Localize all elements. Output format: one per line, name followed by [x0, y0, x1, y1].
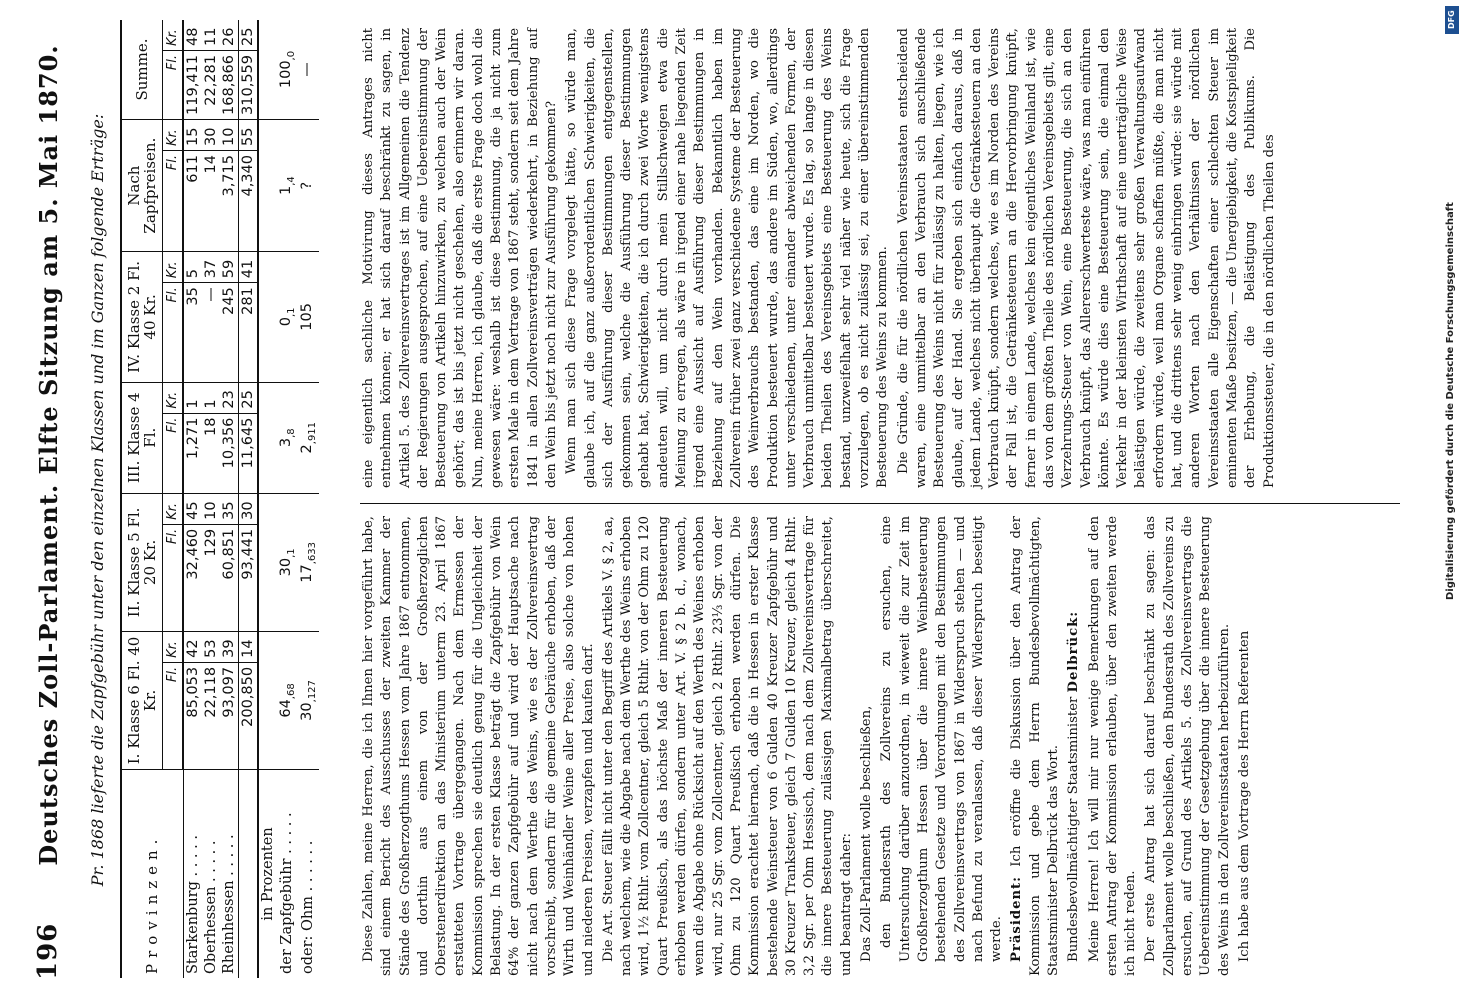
unit-fl: Fl.	[163, 413, 184, 493]
rate-table	[120, 20, 319, 978]
cell: 42	[183, 631, 202, 662]
unit-kr: Kr.	[163, 20, 184, 51]
cell: 1	[183, 382, 202, 413]
table-row	[298, 20, 319, 978]
cell: $100_{,0}$	[277, 20, 298, 120]
row-label: Oberhessen . . . . .	[203, 840, 219, 974]
row-label: Rheinhessen . . . . .	[221, 834, 237, 974]
column-divider	[360, 503, 1400, 504]
speech-text: Ich eröffne die Diskussion über den Antrag der Kommission und gebe dem Herrn Bundesbevollmächtigten, Staatsminister Delbrück das Wort.	[1009, 516, 1061, 976]
cell: 281	[239, 283, 259, 382]
provinces-header: Provinzen.	[121, 770, 183, 979]
cell: 11,645	[239, 413, 259, 493]
cell: 200,850	[239, 662, 259, 769]
nach-zapfpreisen-header: Nach Zapfpreisen.	[121, 120, 163, 252]
paragraph: eine eigentlich sachliche Motivirung dieses Antrages nicht entnehmen können; er hat sich darauf beschränkt zu sagen, in Artikel 5. des Zollvereinsvertrages ist im Allgemeinen die Tendenz der Regierungen ausgesprochen, auf eine Uebereinstimmung der Besteuerung von Artikeln hinzuwirken, zu welchen auch der Wein gehört; das ist bis jetzt nicht geschehen, also erinnern wir daran. Nun, meine Herren, ich glaube, daß die erste Frage doch wohl die gewesen wäre: weshalb ist diese Bestimmung, die ja nicht zum ersten Male in dem Vertrage von 1867 steht, sondern seit dem Jahre 1841 in allen Zollvereinsverträgen wiederkehrt, in Beziehung auf den Wein bis jetzt noch nicht zur Ausführung gekommen?	[361, 28, 559, 488]
digitization-note: Digitalisierung gefördert durch die Deutsche Forschungsgemeinschaft	[1445, 202, 1456, 600]
summe-header: Summe.	[121, 20, 163, 120]
cell: 168,866	[220, 51, 239, 120]
cell: 129	[202, 524, 220, 631]
cell: 35	[220, 493, 239, 524]
cell: 32,460	[183, 524, 202, 631]
cell	[258, 382, 277, 493]
cell: 14	[239, 631, 259, 662]
unit-kr: Kr.	[163, 493, 184, 524]
cell: 59	[220, 252, 239, 283]
cell: 11	[202, 20, 220, 51]
cell: 3,715	[220, 151, 239, 252]
left-text-column	[360, 516, 1400, 976]
cell: $17_{,633}$	[298, 493, 319, 631]
table-header-row	[121, 20, 163, 978]
unit-kr: Kr.	[163, 252, 184, 283]
cell: 23	[220, 382, 239, 413]
cell	[258, 120, 277, 252]
cell: 611	[183, 151, 202, 252]
cell: 30	[202, 120, 220, 151]
cell: 10,356	[220, 413, 239, 493]
cell: 35	[183, 283, 202, 382]
unit-kr: Kr.	[163, 382, 184, 413]
cell: 105	[298, 252, 319, 382]
cell	[258, 631, 277, 769]
speaker-name: Delbrück:	[1066, 610, 1082, 693]
unit-fl: Fl.	[163, 151, 184, 252]
class4-header: IV. Klasse 2 Fl. 40 Kr.	[121, 252, 163, 382]
row-label	[239, 770, 259, 979]
right-text-column	[360, 28, 1400, 488]
paragraph: Die Gründe, die für die nördlichen Vereinsstaaten entscheidend waren, eine unmittelbar an den Verbrauch sich anschließende Besteuerung des Weins nicht für zulässig zu halten, liegen, wie ich glaube, auf der Hand. Sie ergeben sich einfach daraus, daß in jedem Lande, welches nicht überhaupt die Getränkesteuern an den Verbrauch knüpft, sondern welches, wie es im Norden des Vereins der Fall ist, die Getränkesteuern an die Hervorbringung knüpft, ferner in einem Lande, welches kein eigentliches Weinland ist, wie das von dem größten Theile des nördlichen Vereinsgebiets gilt, eine Verzehrungs-Steuer von Wein, eine Besteuerung, die sich an den Verbrauch knüpft, das Allererschwerteste wäre, was man einführen könnte. Es würde dies eine Besteuerung sein, die einmal den Verkehr in der kleinsten Wirthschaft auf eine unerträgliche Weise belästigen würde, die zweitens sehr großen Verwaltungsaufwand erfordern würde, weil man Organe schaffen müßte, die man nicht hat, und die drittens sehr wenig einbringen würde: sie würde mit anderen Worten nach den Verhältnissen der nördlichen Vereinsstaaten alle Eigenschaften einer schlechten Steuer im eminenten Maße besitzen, — die Unergiebigkeit, die Kostspieligkeit der Erhebung, die Belästigung des Publikums. Die Produktionssteuer, die in den nördlichen Theilen des	[895, 28, 1277, 488]
cell: 4,340	[239, 151, 259, 252]
cell: 1,271	[183, 413, 202, 493]
speaker-title: Bundesbevollmächtigter Staatsminister	[1066, 696, 1082, 962]
cell: 85,053	[183, 662, 202, 769]
unit-fl: Fl.	[163, 51, 184, 120]
cell: 10	[220, 120, 239, 151]
cell: 310,559	[239, 51, 259, 120]
row-label: oder: Ohm . . . . . .	[300, 840, 317, 974]
page-number: 196	[33, 922, 63, 980]
paragraph	[1065, 516, 1083, 976]
cell: 48	[183, 20, 202, 51]
table-total-row	[239, 20, 259, 978]
cell: $30_{,127}$	[298, 631, 319, 769]
cell: 25	[239, 20, 259, 51]
cell: $30_{,1}$	[277, 493, 298, 631]
cell: 39	[220, 631, 239, 662]
unit-fl: Fl.	[163, 283, 184, 382]
cell	[258, 20, 277, 120]
cell	[258, 252, 277, 382]
paragraph: Der erste Antrag hat sich darauf beschränkt zu sagen: das Zollparlament wolle beschließen, den Bundesrath des Zollvereins zu ersuchen, auf Grund des Artikels 5. des Zollvereinsvertrags die Uebereinstimmung der Gesetzgebung über die innere Besteuerung des Weins in den Zollvereinsstaaten herbeizuführen.	[1143, 516, 1232, 976]
cell: $64_{,68}$	[277, 631, 298, 769]
running-title: Deutsches Zoll-Parlament. Elfte Sitzung am 5. Mai 1870.	[33, 44, 63, 866]
table-row	[183, 20, 202, 978]
cell: 5	[183, 252, 202, 283]
cell: 25	[239, 382, 259, 413]
speaker-name: Präsident:	[1009, 875, 1025, 962]
unit-kr: Kr.	[163, 631, 184, 662]
class3-header: III. Klasse 4 Fl.	[121, 382, 163, 493]
unit-kr: Kr.	[163, 120, 184, 151]
cell: 22,281	[202, 51, 220, 120]
cell: 1	[202, 382, 220, 413]
paragraph: den Bundesrath des Zollvereins zu ersuchen, eine Untersuchung darüber anzuordnen, in wieweit die zur Zeit im Großherzogthum Hessen über die innere Weinbesteuerung bestehenden Gesetze und Verordnungen mit den Bestimmungen des Zollvereinsvertrags von 1867 in Widerspruch stehen — und nach Befund zu veranlassen, daß dieser Widerspruch beseitigt werde.	[879, 516, 1005, 962]
cell: 93,097	[220, 662, 239, 769]
class2-header: II. Klasse 5 Fl. 20 Kr.	[121, 493, 163, 631]
paragraph: Die Art. Steuer fällt nicht unter den Begriff des Artikels V. § 2, aa, nach welchem, wie die Abgabe nach dem Werthe des Weins erhoben wird, 1½ Rthlr. vom Zollcentner, gleich 5 Rthlr. von der Ohm zu 120 Quart Preußisch, als das höchste Maß der inneren Besteuerung erhoben werden dürfen, sondern unter Art. V. § 2 b. d., wonach, wenn die Abgabe ohne Rücksicht auf den Werth des Weines erhoben wird, nur 25 Sgr. vom Zollcentner, gleich 2 Rthlr. 23⅓ Sgr. von der Ohm zu 120 Quart Preußisch erhoben werden dürfen. Die Kommission erachtet hiernach, daß die in Hessen in erster Klasse bestehende Weinsteuer von 6 Gulden 40 Kreuzer Zapfgebühr und 30 Kreuzer Tranksteuer, gleich 7 Gulden 10 Kreuzer, gleich 4 Rthlr. 3,2 Sgr. per Ohm Hessisch, dem nach dem Zollvereinsvertrage für die innere Besteuerung zulässigen Maximalbetrag überschreitet, und beantragt daher:	[600, 516, 854, 976]
cell: 93,441	[239, 524, 259, 631]
cell: 10	[202, 493, 220, 524]
cell: $3_{,8}$	[277, 382, 298, 493]
cell: 26	[220, 20, 239, 51]
cell: 18	[202, 413, 220, 493]
cell: 55	[239, 120, 259, 151]
cell: 22,118	[202, 662, 220, 769]
table-row	[258, 20, 277, 978]
table-row	[277, 20, 298, 978]
digitization-strip	[1447, 0, 1463, 1000]
paragraph: Ich habe aus dem Vortrage des Herrn Referenten	[1236, 630, 1252, 962]
row-label: der Zapfgebühr . . . . .	[279, 812, 296, 974]
cell: 119,411	[183, 51, 202, 120]
dfg-logo-icon: DFG	[1445, 6, 1459, 34]
paragraph: Das Zoll-Parlament wolle beschließen,	[859, 705, 875, 962]
cell: $0_{,1}$	[277, 252, 298, 382]
table-row	[220, 20, 239, 978]
class1-header: I. Klasse 6 Fl. 40 Kr.	[121, 631, 163, 769]
paragraph: Diese Zahlen, meine Herren, die ich Ihnen hier vorgeführt habe, sind einem Bericht des Ausschusses der zweiten Kammer der Stände des Großherzogthums Hessen vom Jahre 1867 entnommen, und dorthin aus einem von der Großherzoglichen Oberstenerdirektion an das Ministerium unterm 23. April 1867 erstatteten Vortrage übergegangen. Nach dem Ermessen der Kommission sprechen sie deutlich genug für die Ungleichheit der Belastung. In der ersten Klasse beträgt die Zapfgebühr von Wein 64% der ganzen Zapfgebühr auf und wird der Hauptsache nach nicht nach dem Werthe des Weins, wie es der Zollvereinsvertrag vorschreibt, sondern für die gemeine Gebräuche erhoben, daß der Wirth und Weinhändler Weine aller Preise, also solche von hohen und niederen Preisen, verzapfen und kaufen darf.	[361, 516, 596, 976]
unit-fl: Fl.	[163, 524, 184, 631]
cell	[258, 493, 277, 631]
cell: 60,851	[220, 524, 239, 631]
cell: 14	[202, 151, 220, 252]
table-row	[202, 20, 220, 978]
cell: ?	[298, 120, 319, 252]
row-label: in Prozenten	[260, 827, 276, 921]
cell: 45	[183, 493, 202, 524]
cell: —	[202, 283, 220, 382]
paragraph	[1008, 516, 1063, 976]
cell: $2_{,911}$	[298, 382, 319, 493]
row-label: Starkenburg . . . . .	[184, 835, 201, 974]
cell: 245	[220, 283, 239, 382]
unit-fl: Fl.	[163, 662, 184, 769]
table-intro: Pr. 1868 lieferte die Zapfgebühr unter den einzelnen Klassen und im Ganzen folgende Erträge:	[88, 113, 107, 887]
cell: —	[298, 20, 319, 120]
cell: $1_{,4}$	[277, 120, 298, 252]
cell: 15	[183, 120, 202, 151]
cell: 30	[239, 493, 259, 524]
paragraph: Meine Herren! Ich will mir nur wenige Bemerkungen auf den ersten Antrag der Kommission erlauben, über den zweiten werde ich nicht reden.	[1086, 516, 1139, 976]
paragraph: Wenn man sich diese Frage vorgelegt hätte, so würde man, glaube ich, auf die ganz außerordentlichen Schwierigkeiten, die sich der Ausführung dieser Bestimmungen entgegenstellen, gekommen sein, welche die Ausführung dieser Bestimmungen gehabt hat, Schwierigkeiten, die ich durch zwei Worte wenigstens andeuten will, um nicht durch mein Stillschweigen etwa die Meinung zu erregen, als wäre in irgend einer nahe liegenden Zeit irgend eine Aussicht auf Ausführung dieser Bestimmungen in Beziehung auf den Wein vorhanden. Bekanntlich haben im Zollverein früher zwei ganz verschiedene Systeme der Besteuerung des Weinverbrauchs bestanden, das eine im Norden, wo die Produktion besteuert wurde, das andere im Süden, wo, allerdings unter verschiedenen, unter einander abweichenden Formen, der Verbrauch unmittelbar besteuert wurde. Es lag, so lange in diesen beiden Theilen des Vereinsgebiets eine Besteuerung des Weins bestand, unzweifelhaft sehr viel näher wie heute, sich die Frage vorzulegen, ob es nicht zulässig sei, zu einer übereinstimmenden Besteuerung des Weins zu kommen.	[564, 28, 891, 488]
cell: 41	[239, 252, 259, 283]
cell: 37	[202, 252, 220, 283]
page-header	[28, 20, 68, 980]
cell: 53	[202, 631, 220, 662]
